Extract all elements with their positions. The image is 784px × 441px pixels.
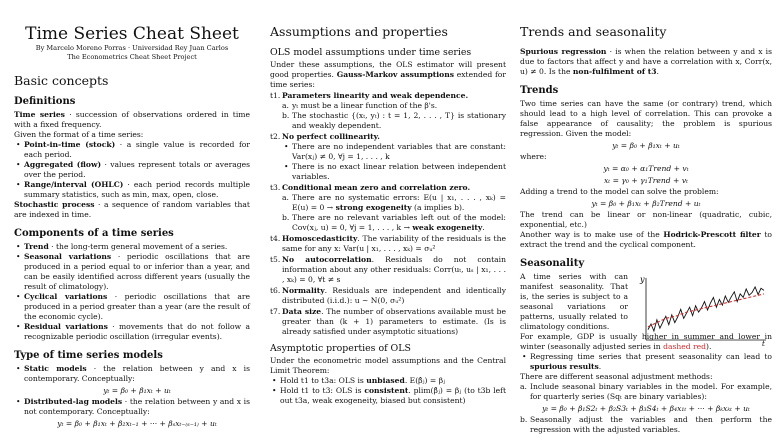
sub-label: a. bbox=[520, 382, 527, 391]
assumption-text: . The number of observations available must be greater than (k + 1) parameters to estimate. (Is is already satisfied under asymptotic situations) bbox=[282, 307, 506, 336]
assumption-t1 bbox=[270, 91, 506, 131]
list-item bbox=[24, 160, 250, 180]
list-item bbox=[530, 352, 772, 372]
assumption-t2 bbox=[270, 132, 506, 182]
sub-text: The stochastic {(xₜ, yₜ) : t = 1, 2, . . . , T} is stationary and weakly dependent. bbox=[292, 111, 506, 130]
basic-concepts-heading: Basic concepts bbox=[14, 73, 109, 88]
sub-bold: strong exogeneity bbox=[335, 203, 412, 212]
hp-bold: Hodrick-Prescott filter bbox=[663, 230, 761, 239]
term: Cyclical variations bbox=[24, 292, 108, 301]
term: Aggregated (flow) bbox=[24, 160, 102, 169]
item-bold: spurious results bbox=[530, 362, 599, 371]
assumption-number: t1. bbox=[270, 91, 281, 100]
series-line bbox=[648, 287, 764, 331]
hp-text: Another way is to make use of the bbox=[520, 230, 664, 239]
intro-text: extended for time series: bbox=[270, 70, 506, 89]
assumption-number: t6. bbox=[270, 286, 281, 295]
item-text: Hold t1 to t3a: OLS is bbox=[280, 376, 367, 385]
assumption-t3 bbox=[270, 183, 506, 233]
definition-text: · movements that do not follow a recognizable periodic oscillation (irregular events). bbox=[24, 322, 250, 341]
list-item bbox=[24, 242, 250, 252]
list-item: • There are no independent variables that are constant: Var(xⱼ) ≠ 0, ∀j = 1, . . . , k bbox=[292, 142, 506, 162]
assumption-head: Normality bbox=[282, 286, 325, 295]
assumption-number: t4. bbox=[270, 234, 281, 243]
methods-intro: There are different seasonal adjustment methods: bbox=[520, 372, 713, 381]
assumption-head: Data size bbox=[282, 307, 322, 316]
seasonality-list bbox=[520, 352, 772, 372]
term: Residual variations bbox=[24, 322, 108, 331]
sub-text: Seasonally adjust the variables and then perform the regression with the adjusted variables. bbox=[530, 415, 772, 434]
assumption-t4 bbox=[270, 234, 506, 254]
definition-text: · each period records multiple summary statistics, such as min, max, open, close. bbox=[24, 180, 250, 199]
gdp-red-text: dashed red bbox=[663, 342, 707, 351]
project-line: The Econometrics Cheat Sheet Project bbox=[67, 53, 197, 61]
assumption-t5 bbox=[270, 255, 506, 285]
seasonality-text: A time series with can manifest seasonality. That is, the series is subject to a seasonal variations or patterns, usually related to climatology conditions. bbox=[520, 272, 628, 331]
format-list bbox=[14, 140, 250, 200]
sub-bold: weak exogeneity bbox=[412, 223, 483, 232]
asymptotic-list bbox=[270, 376, 506, 406]
definition-text: · the relation between y and x is contemporary. Conceptually: bbox=[24, 364, 250, 383]
sub-item bbox=[282, 101, 506, 111]
asymptotic-heading: Asymptotic properties of OLS bbox=[270, 343, 411, 354]
intro-text: Under these assumptions, the OLS estimator will present good properties. bbox=[270, 60, 506, 79]
author-line: By Marcelo Moreno Porras · Universidad Rey Juan Carlos bbox=[35, 44, 229, 52]
hp-text: to extract the trend and the cyclical component. bbox=[520, 230, 772, 249]
sub-text: yₜ must be a linear function of the β's. bbox=[292, 101, 438, 110]
adding-trend-text: Adding a trend to the model can solve the problem: bbox=[520, 187, 719, 196]
equation: yₜ = β₀ + β₁xₜ + uₜ bbox=[103, 386, 171, 395]
term: Distributed-lag models bbox=[24, 397, 123, 406]
list-item bbox=[24, 322, 250, 342]
sub-text: . bbox=[482, 223, 485, 232]
sub-label: b. bbox=[520, 415, 528, 424]
models-heading: Type of time series models bbox=[14, 350, 163, 361]
sub-text: (a implies b). bbox=[411, 203, 465, 212]
list-item: • There is no exact linear relation between independent variables. bbox=[292, 162, 506, 182]
intro-bold: Gauss-Markov assumptions bbox=[336, 70, 455, 79]
item-text: Hold t1 to t3: OLS is bbox=[280, 386, 365, 395]
gdp-text: ). bbox=[706, 342, 712, 351]
assumption-t6 bbox=[270, 286, 506, 306]
trends-heading: Trends bbox=[520, 85, 559, 96]
assumption-number: t7. bbox=[270, 307, 281, 316]
trends-seasonality-heading: Trends and seasonality bbox=[520, 24, 667, 39]
sub-text: There are no systematic errors: E(u | x₁, . . . , xₖ) = E(u) = 0 → bbox=[292, 193, 506, 212]
spurious-regression-definition bbox=[520, 47, 772, 77]
item-bold: consistent bbox=[364, 386, 409, 395]
x-axis-label: t bbox=[762, 340, 765, 346]
term: Stochastic process bbox=[14, 200, 95, 209]
seasonality-chart bbox=[638, 274, 770, 346]
sub-label: b. bbox=[282, 111, 290, 120]
term: Trend bbox=[24, 242, 49, 251]
definition-text: · values represent totals or averages over the period. bbox=[24, 160, 250, 179]
ols-assumptions-heading: OLS model assumptions under time series bbox=[270, 47, 472, 58]
where-label: where: bbox=[520, 152, 547, 161]
item-bold: unbiased bbox=[366, 376, 405, 385]
definition-text: · a sequence of random variables that are indexed in time. bbox=[14, 200, 250, 219]
definition-text: · periodic oscillations that are produced in a period equal to or inferior than a year, and can be easily identified across different years (usually the result of climatology). bbox=[24, 252, 250, 291]
equation: yₜ = β₀ + β₁xₜ + β₂Trend + uₜ bbox=[591, 199, 701, 208]
list-item bbox=[24, 180, 250, 200]
assumption-head: Conditional mean zero and correlation zero. bbox=[282, 183, 471, 192]
page-title: Time Series Cheat Sheet bbox=[25, 24, 239, 44]
item-text: . plim(β̂ⱼ) = βⱼ (to t3b left out t3a, weak exogeneity, biased but consistent) bbox=[280, 386, 506, 405]
hp-filter-text bbox=[520, 230, 772, 250]
time-series-definition bbox=[14, 110, 250, 130]
list-item bbox=[24, 252, 250, 292]
components-list bbox=[14, 242, 250, 342]
equation: yₜ = β₀ + β₁xₜ + uₜ bbox=[612, 141, 680, 150]
definition-bold: non-fulfilment of t3 bbox=[572, 67, 657, 76]
models-list bbox=[14, 364, 250, 429]
equation: xₜ = γ₀ + γ₁Trend + vₜ bbox=[604, 176, 688, 185]
list-item bbox=[24, 140, 250, 160]
assumption-number: t3. bbox=[270, 183, 281, 192]
column-3 bbox=[520, 0, 772, 441]
term: Point-in-time (stock) bbox=[24, 140, 116, 149]
sub-label: a. bbox=[282, 193, 289, 202]
sub-list bbox=[282, 142, 506, 182]
item-text: . bbox=[598, 362, 602, 371]
seasonality-heading: Seasonality bbox=[520, 258, 585, 269]
term: Time series bbox=[14, 110, 65, 119]
term: Seasonal variations bbox=[24, 252, 112, 261]
method-a bbox=[520, 382, 772, 402]
stochastic-process-definition bbox=[14, 200, 250, 220]
item-text: Regressing time series that present seasonality can lead to bbox=[530, 352, 772, 361]
ols-intro bbox=[270, 60, 506, 90]
assumption-text: . The variability of the residuals is the same for any x: Var(u | x₁, . . . , xₖ) = σᵤ² bbox=[282, 234, 506, 253]
definition-text: · the relation between y and x is not contemporary. Conceptually: bbox=[24, 397, 250, 416]
trends-text: Two time series can have the same (or contrary) trend, which should lead to a high level of correlation. This can provoke a false appearance of causality; the problem is spurious regression. Given the model: bbox=[520, 99, 772, 138]
assumption-text: . Residuals do not contain information about any other residuals: Corr(uₜ, uₛ | x₁, . . . , xₖ) = 0, ∀t ≠ s bbox=[282, 255, 506, 284]
list-item bbox=[24, 397, 250, 429]
assumption-head: Parameters linearity and weak dependence. bbox=[282, 91, 469, 100]
sub-label: a. bbox=[282, 101, 289, 110]
sub-text: There are no relevant variables left out of the model: Cov(xⱼ, u) = 0, ∀j = 1, . . . , k → bbox=[292, 213, 506, 232]
definition-text: · is when the relation between y and x is due to factors that affect y and have a correlation with x, Corr(x, u) ≠ 0. Is the bbox=[520, 47, 772, 76]
sub-item bbox=[282, 111, 506, 131]
term: Static models bbox=[24, 364, 87, 373]
gdp-text: For example, GDP is usually higher in summer and lower in winter (seasonally adjusted series in bbox=[520, 332, 772, 351]
list-item bbox=[280, 386, 506, 406]
sub-item bbox=[282, 193, 506, 213]
asymptotic-intro: Under the econometric model assumptions and the Central Limit Theorem: bbox=[270, 356, 506, 375]
equation: yₜ = β₀ + β₁S2ₜ + β₂S3ₜ + β₃S4ₜ + β₄x₁ₜ + ··· + βₖxₖₜ + uₜ bbox=[542, 404, 750, 413]
assumption-text: . Residuals are independent and identically distributed (i.i.d.): u ~ N(0, σᵤ²) bbox=[282, 286, 506, 305]
column-1 bbox=[14, 0, 250, 441]
term: Range/interval (OHLC) bbox=[24, 180, 124, 189]
format-intro: Given the format of a time series: bbox=[14, 130, 144, 139]
definition-text: . bbox=[656, 67, 659, 76]
sub-item bbox=[282, 213, 506, 233]
sub-label: b. bbox=[282, 213, 290, 222]
assumption-number: t5. bbox=[270, 255, 281, 264]
sub-text: Include seasonal binary variables in the model. For example, for quarterly series (Sqₜ are binary variables): bbox=[530, 382, 772, 401]
list-item bbox=[24, 292, 250, 322]
list-item bbox=[280, 376, 506, 386]
trend-kind-text: The trend can be linear or non-linear (quadratic, cubic, exponential, etc.) bbox=[520, 210, 772, 229]
list-item bbox=[24, 364, 250, 396]
components-heading: Components of a time series bbox=[14, 228, 174, 239]
equation: yₜ = α₀ + α₁Trend + vₜ bbox=[603, 164, 689, 173]
definition-text: · succession of observations ordered in time with a fixed frequency. bbox=[14, 110, 250, 129]
assumptions-heading: Assumptions and properties bbox=[270, 24, 448, 39]
definition-text: · a single value is recorded for each period. bbox=[24, 140, 250, 159]
assumption-head: No perfect collinearity. bbox=[282, 132, 380, 141]
assumption-head: Homoscedasticity bbox=[282, 234, 358, 243]
method-b bbox=[520, 415, 772, 435]
definitions-heading: Definitions bbox=[14, 96, 76, 107]
assumption-number: t2. bbox=[270, 132, 281, 141]
assumption-t7 bbox=[270, 307, 506, 337]
term: Spurious regression bbox=[520, 47, 607, 56]
definition-text: · the long-term general movement of a series. bbox=[48, 242, 228, 251]
y-axis-label: y bbox=[640, 275, 645, 284]
item-text: . E(β̂ⱼ) = βⱼ bbox=[404, 376, 446, 385]
column-2 bbox=[270, 0, 506, 441]
definition-text: · periodic oscillations that are produced in a period greater than a year (are the result of the economic cycle). bbox=[24, 292, 250, 321]
equation: yₜ = β₀ + β₁xₜ + β₂xₜ₋₁ + ··· + βₛxₜ₋₍ₛ₋₁₎ + uₜ bbox=[57, 419, 217, 428]
assumption-head: No autocorrelation bbox=[282, 255, 372, 264]
seasonally-adjusted-line bbox=[648, 294, 764, 327]
